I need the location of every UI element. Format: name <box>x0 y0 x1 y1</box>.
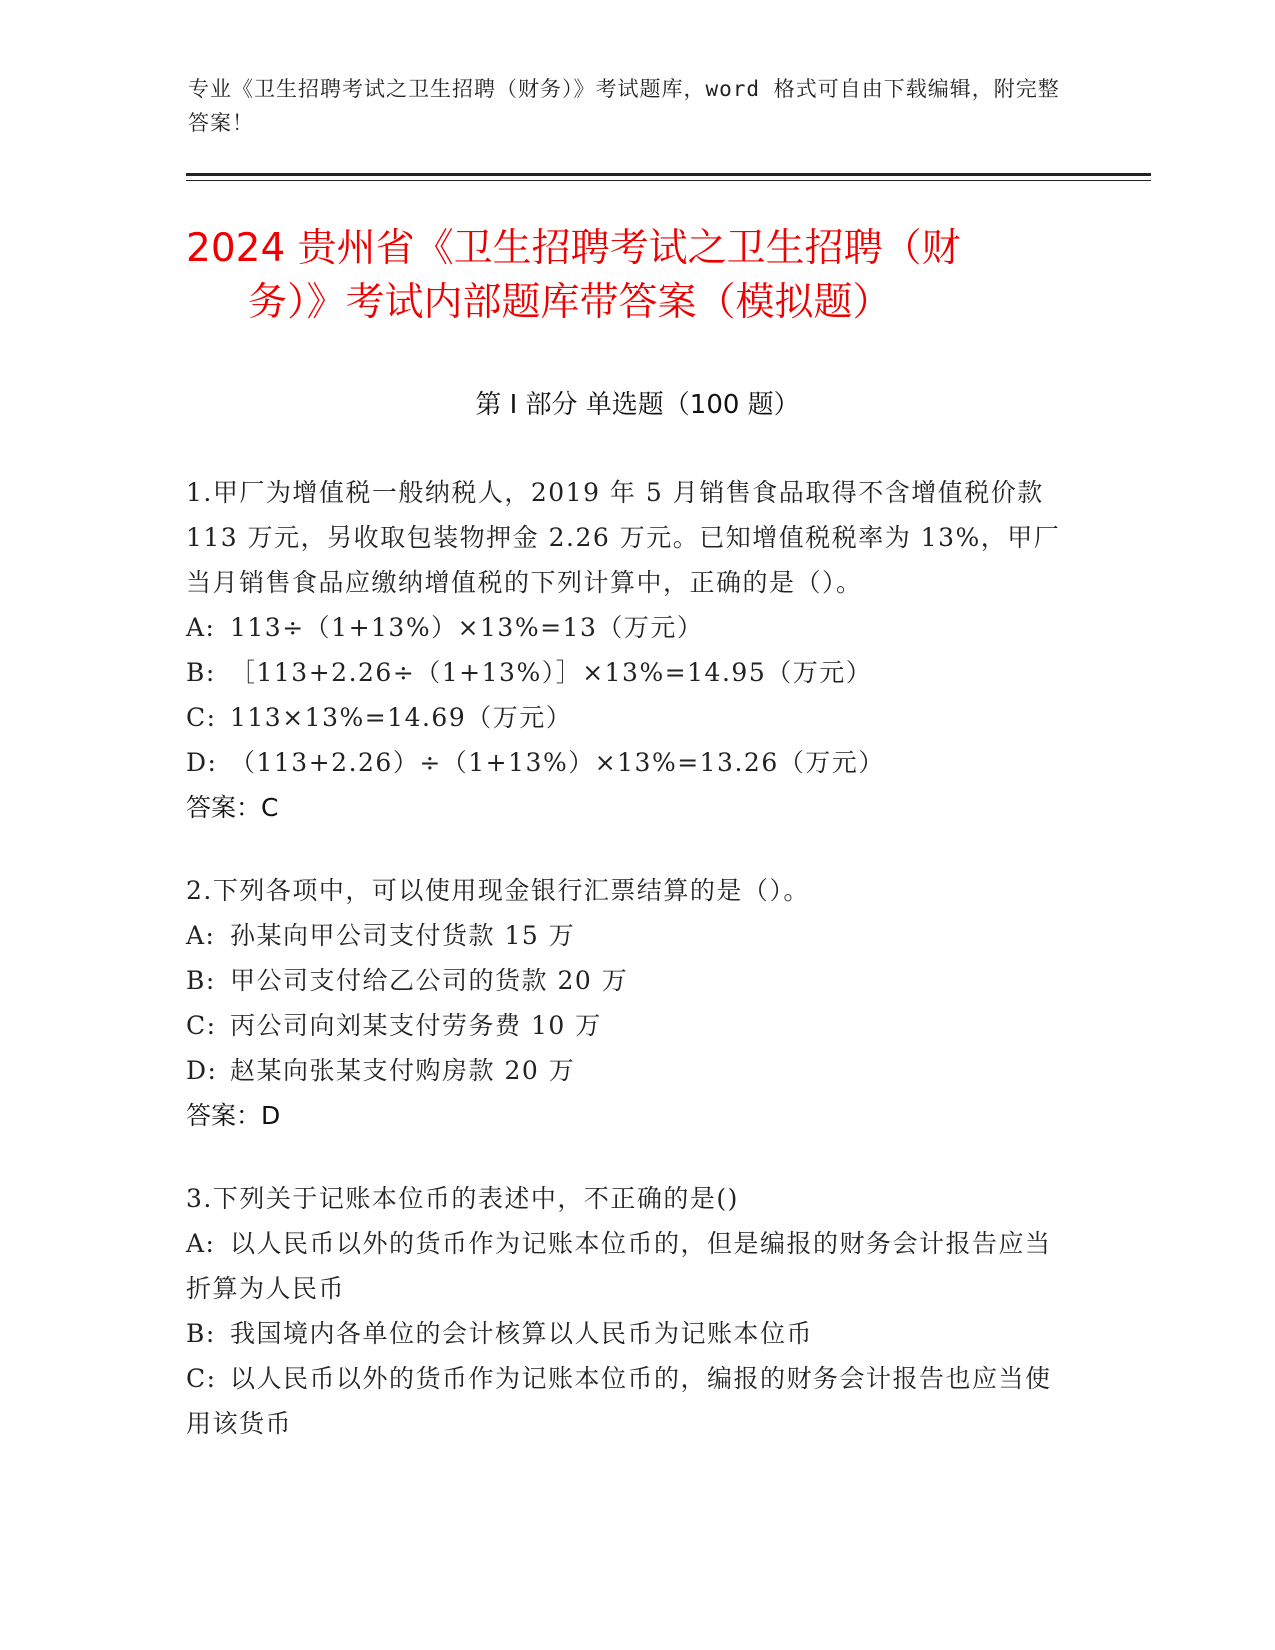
option-key: A: <box>186 613 216 642</box>
option-text: 丙公司向刘某支付劳务费 10 万 <box>230 1011 602 1040</box>
option-key: D: <box>186 1056 218 1085</box>
option-key: A: <box>186 921 216 950</box>
question-option <box>186 650 1066 695</box>
document-title <box>186 222 1086 330</box>
option-text: 赵某向张某支付购房款 20 万 <box>230 1056 576 1085</box>
question-option <box>186 1221 1066 1311</box>
header-divider-thick <box>186 173 1151 176</box>
question-stem: 3.下列关于记账本位币的表述中，不正确的是() <box>186 1184 739 1213</box>
question-option <box>186 1311 1066 1356</box>
option-key: D: <box>186 748 218 777</box>
question-list <box>186 470 1066 1484</box>
question-option <box>186 1356 1066 1446</box>
question-option <box>186 695 1066 740</box>
option-text: （113+2.26）÷（1+13%）×13%=13.26（万元） <box>230 748 885 777</box>
option-key: A: <box>186 1229 216 1258</box>
question-option <box>186 958 1066 1003</box>
option-key: B: <box>186 1319 216 1348</box>
answer-label: 答案：C <box>186 793 279 822</box>
header-note: 专业《卫生招聘考试之卫生招聘（财务）》考试题库，word 格式可自由下载编辑，附完整答案！ <box>188 77 1060 135</box>
option-text: 113÷（1+13%）×13%=13（万元） <box>230 613 704 642</box>
option-key: B: <box>186 966 216 995</box>
option-text: 以人民币以外的货币作为记账本位币的，编报的财务会计报告也应当使用该货币 <box>186 1364 1052 1438</box>
question-item <box>186 470 1066 830</box>
option-key: C: <box>186 703 217 732</box>
option-key: B: <box>186 658 216 687</box>
answer-label: 答案：D <box>186 1101 281 1130</box>
option-text: ［113+2.26÷（1+13%）］×13%=14.95（万元） <box>230 658 873 687</box>
option-text: 113×13%=14.69（万元） <box>230 703 573 732</box>
option-text: 以人民币以外的货币作为记账本位币的，但是编报的财务会计报告应当折算为人民币 <box>186 1229 1052 1303</box>
document-title-line2: 务）》考试内部题库带答案（模拟题） <box>248 280 892 325</box>
question-option <box>186 1003 1066 1048</box>
question-item <box>186 1176 1066 1446</box>
question-option <box>186 740 1066 785</box>
option-text: 孙某向甲公司支付货款 15 万 <box>230 921 576 950</box>
header-divider-thin <box>186 180 1151 181</box>
section-heading: 第 I 部分 单选题（100 题） <box>475 390 800 420</box>
option-key: C: <box>186 1364 217 1393</box>
option-key: C: <box>186 1011 217 1040</box>
question-stem: 2.下列各项中，可以使用现金银行汇票结算的是（）。 <box>186 876 810 905</box>
question-item <box>186 868 1066 1138</box>
question-stem: 1.甲厂为增值税一般纳税人，2019 年 5 月销售食品取得不含增值税价款 113 万元，另收取包装物押金 2.26 万元。已知增值税税率为 13%，甲厂当月销售食品应缴纳增值税的下列计算中，正确的是（）。 <box>186 478 1061 597</box>
option-text: 我国境内各单位的会计核算以人民币为记账本位币 <box>230 1319 814 1348</box>
question-option <box>186 913 1066 958</box>
option-text: 甲公司支付给乙公司的货款 20 万 <box>230 966 629 995</box>
document-title-line1: 2024 贵州省《卫生招聘考试之卫生招聘（财 <box>186 226 961 271</box>
question-option <box>186 605 1066 650</box>
question-option <box>186 1048 1066 1093</box>
